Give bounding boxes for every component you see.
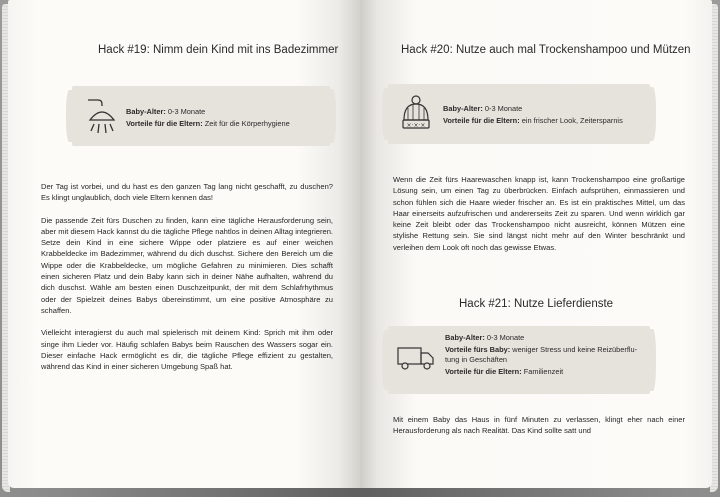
parent-benefit-value: Familienzeit [523,367,564,376]
paragraph: Die passende Zeit fürs Duschen zu finden, kann eine tägliche Herausforderung sein, aber mit diesem Hack kannst du die tägliche Pflege nahtlos in deinen Alltag integrieren. Setze dein Kind in eine sichere Wippe oder platziere es auf einer weichen Krabbeldecke im Badezimmer, während du dich duschst. Sichere den Bereich um die Wippe oder die Krabbeldecke, um mögliche Gefahren zu minimieren. Dies schafft einen sicheren Platz und dein Baby kann sich in deiner Nähe aufhalten, während du dich duschst. Wähle am besten einen Duschzeitpunkt, der mit dem Schlafrhythmus oder der Spielzeit deines Babys übereinstimmt, um eine positive Atmosphäre zu schaffen. [41,215,333,315]
right-page [360,0,712,488]
beanie-hat-icon [400,94,432,132]
parent-benefit-label: Vorteile für die Eltern: [445,367,522,376]
hack-20-body [393,174,685,253]
age-label: Baby-Alter: [443,104,483,113]
hack-21-parent-benefit [445,367,563,377]
age-label: Baby-Alter: [445,333,485,342]
hack-19-age [126,107,205,117]
hack-20-age [443,104,522,114]
hack-20-infobox [388,84,650,144]
hack-21-age [445,333,524,343]
baby-benefit-label: Vorteile fürs Baby: [445,345,511,354]
age-value: 0-3 Monate [484,104,523,113]
hack-20-title: Hack #20: Nutze auch mal Trockenshampoo und Mützen [401,44,691,56]
parent-benefit-label: Vorteile für die Eltern: [126,119,203,128]
hack-21-baby-benefit-cont: tung in Geschäften [445,355,508,364]
hack-21-infobox [388,326,650,394]
parent-benefit-value: ein frischer Look, Zeitersparnis [521,116,623,125]
age-value: 0-3 Monate [486,333,525,342]
paragraph: Vielleicht interagierst du auch mal spielerisch mit deinem Kind: Sprich mit ihm oder singe ihm Lieder vor. Häufig schlafen Babys beim Rauschen des Wassers sogar ein. Dieser einfache Hack ermöglicht es dir, die tägliche Pflege effizient zu gestalten, während das Kind in einer sicheren Umgebung Spaß hat. [41,328,333,372]
hack-19-title: Hack #19: Nimm dein Kind mit ins Badezimmer [98,44,339,56]
svg-text:×·×·×: ×·×·× [406,122,426,129]
delivery-truck-icon [396,344,436,374]
shower-icon [84,96,118,136]
hack-19-body [41,181,333,372]
baby-benefit-value: weniger Stress und keine Reizüberflu- [512,345,638,354]
hack-21-body [393,414,685,437]
hack-19-parent-benefit [126,119,290,129]
parent-benefit-label: Vorteile für die Eltern: [443,116,520,125]
paragraph: Wenn die Zeit fürs Haarewaschen knapp ist, kann Trockenshampoo eine großartige Lösung sein, um einen Tag zu überbrücken. Einfach aufsprühen, einmassieren und schon fühlen sich die Haare wieder frischer an. Es ist ein praktisches Mittel, um das Haar einerseits aufzufrischen und andererseits Zeit zu sparen. Und wenn wirklich gar keine Zeit bleibt oder das Trockenshampoo nicht ausreicht, können Mützen eine stylishe Rettung sein. Sie sind längst nicht mehr auf den Winter beschränkt und verleihen dem Look oft noch das gewisse Etwas. [393,175,685,252]
age-value: 0-3 Monate [167,107,206,116]
hack-19-infobox [72,86,330,146]
parent-benefit-value: Zeit für die Körperhygiene [204,119,290,128]
paragraph: Der Tag ist vorbei, und du hast es den ganzen Tag lang nicht geschafft, zu duschen? Es klingt unglaublich, doch viele Eltern kennen das! [41,182,333,203]
hack-21-title: Hack #21: Nutze Lieferdienste [459,298,614,310]
left-page [8,0,360,488]
paragraph: Mit einem Baby das Haus in fünf Minuten zu verlassen, klingt eher nach einer Herausforderung als nach Realität. Das Kind sollte satt und [393,415,685,436]
hack-20-parent-benefit [443,116,623,126]
age-label: Baby-Alter: [126,107,166,116]
hack-21-baby-benefit [445,345,637,355]
